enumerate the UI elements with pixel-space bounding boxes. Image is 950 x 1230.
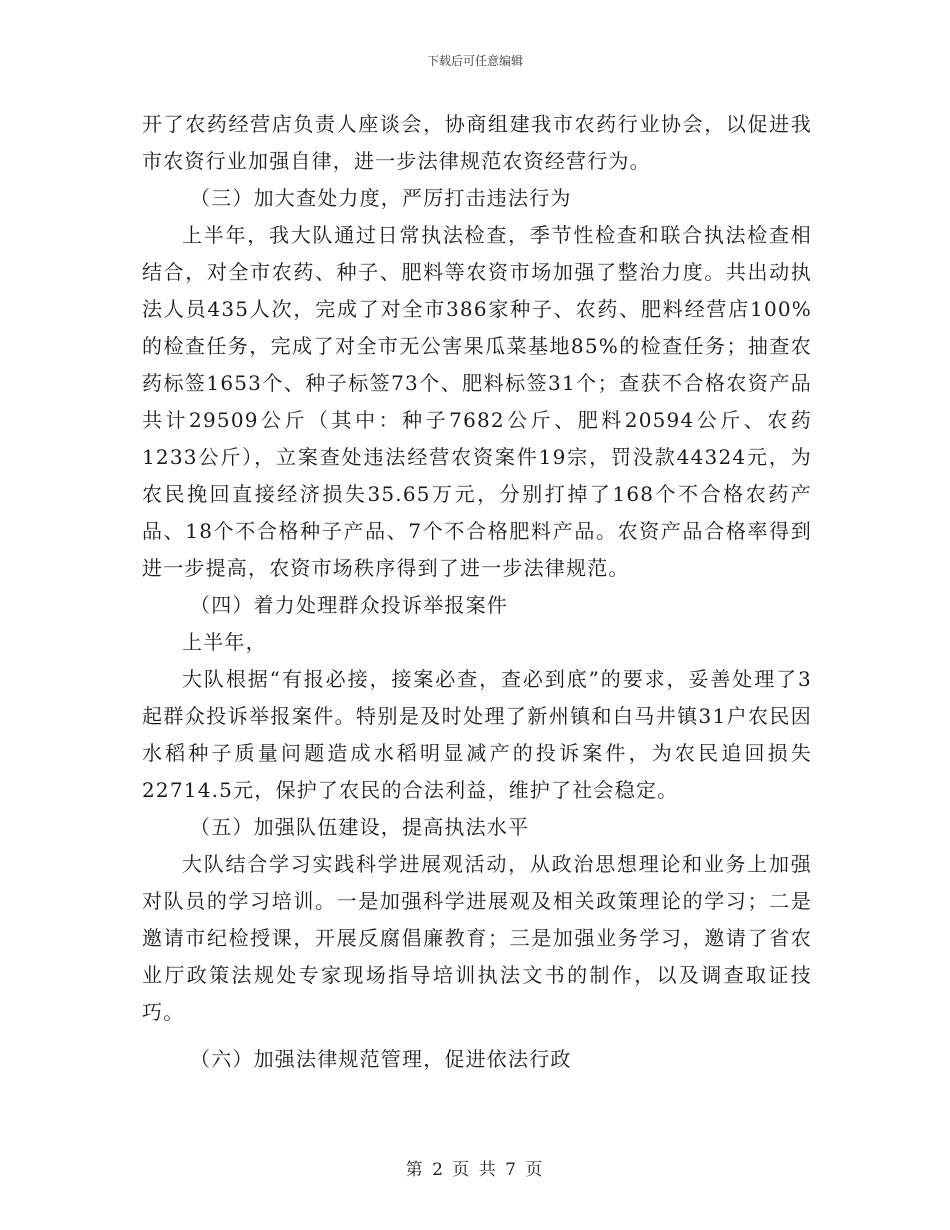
paragraph-team-building: 大队结合学习实践科学进展观活动，从政治思想理论和业务上加强对队员的学习培训。一是加强科学进展观及相关政策理论的学习；二是邀请市纪检授课，开展反腐倡廉教育；三是加强业务学习，邀请了省农业厅政策法规处专家现场指导培训执法文书的制作，以及调查取证技巧。 xyxy=(142,852,812,1024)
section-heading-3: （三）加大查处力度，严厉打击违法行为 xyxy=(190,186,572,210)
page-number-footer: 第 2 页 共 7 页 xyxy=(405,1160,545,1180)
paragraph-first-half-year: 上半年， xyxy=(182,630,267,654)
section-heading-5: （五）加强队伍建设，提高执法水平 xyxy=(190,815,530,839)
paragraph-enforcement-results: 上半年，我大队通过日常执法检查，季节性检查和联合执法检查相结合，对全市农药、种子、肥料等农资市场加强了整治力度。共出动执法人员435人次，完成了对全市386家种子、农药、肥料经营店100%的检查任务，完成了对全市无公害果瓜菜基地85%的检查任务；抽查农药标签1653个、种子标签73个、肥料标签31个；查获不合格农资产品共计29509公斤（其中：种子7682公斤、肥料20594公斤、农药1233公斤），立案查处违法经营农资案件19宗，罚没款44324元，为农民挽回直接经济损失35.65万元，分别打掉了168个不合格农药产品、18个不合格种子产品、7个不合格肥料产品。农资产品合格率得到进一步提高，农资市场秩序得到了进一步法律规范。 xyxy=(142,223,812,580)
page-header: 下载后可任意编辑 xyxy=(426,54,523,68)
section-heading-4: （四）着力处理群众投诉举报案件 xyxy=(190,593,508,617)
document-body xyxy=(142,106,812,1078)
paragraph-continuation: 开了农药经营店负责人座谈会，协商组建我市农药行业协会，以促进我市农资行业加强自律，进一步法律规范农资经营行为。 xyxy=(142,112,812,173)
section-heading-6: （六）加强法律规范管理，促进依法行政 xyxy=(190,1047,572,1071)
paragraph-complaints: 大队根据“有报必接，接案必查，查必到底”的要求，妥善处理了3起群众投诉举报案件。特别是及时处理了新州镇和白马井镇31户农民因水稻种子质量问题造成水稻明显减产的投诉案件，为农民追回损失22714.5元，保护了农民的合法利益，维护了社会稳定。 xyxy=(142,667,812,802)
